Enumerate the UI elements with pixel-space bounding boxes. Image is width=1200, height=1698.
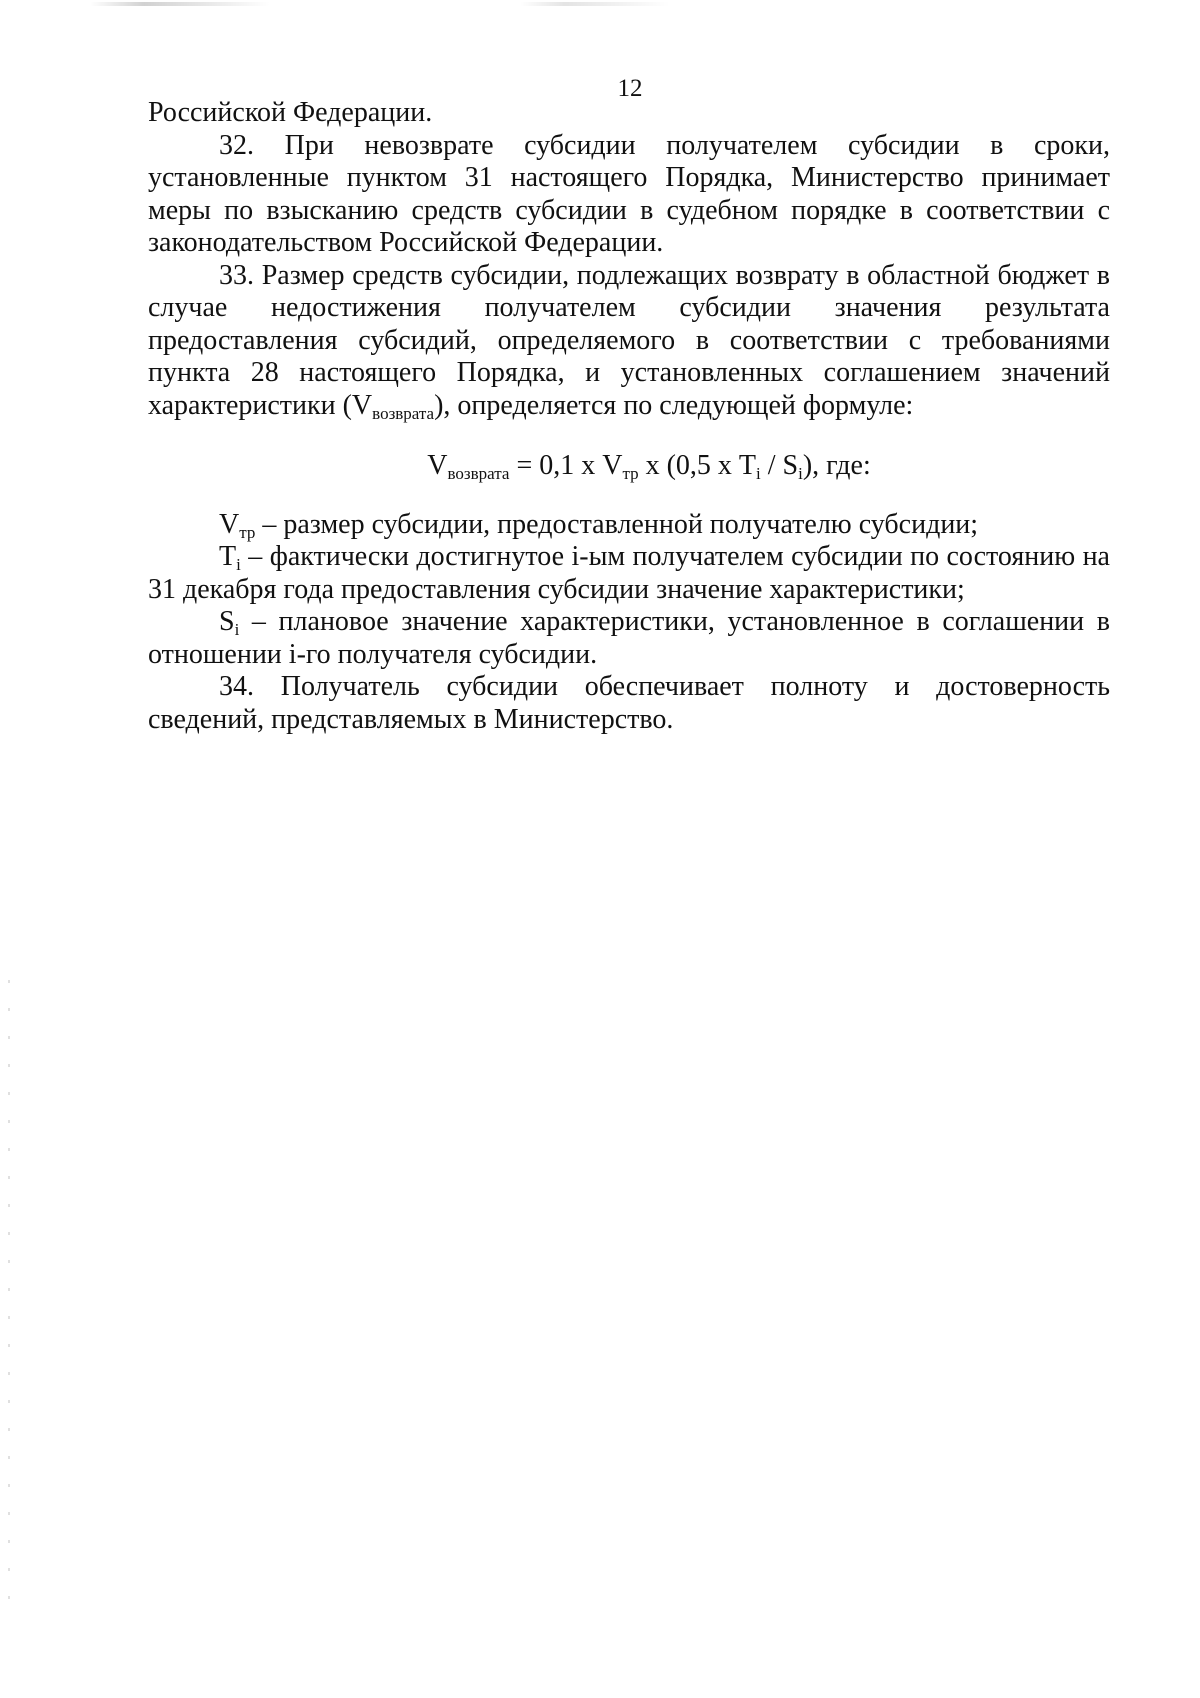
formula-sub-tr: тр [622,464,639,484]
definition-vtr [148,509,1110,542]
definition-ti [148,541,1110,606]
scan-edge-artifact [8,980,10,1600]
continuation-line: Российской Федерации. [148,97,433,128]
formula-sub-i: i [798,464,803,484]
definition-text: – фактически достигнутое i-ым получателем субсидии по состоянию на 31 декабря года предоставления субсидии значение характеристики; [148,541,1110,605]
subscript-vozvrata: возврата [372,403,435,423]
definition-text: – размер субсидии, предоставленной получателю субсидии; [255,508,979,540]
formula-sub-i: i [756,464,761,484]
page-number: 12 [617,75,643,102]
paragraph-33 [148,260,1110,423]
scan-artifact [520,2,670,6]
formula-part: х (0,5 х T [638,450,757,481]
paragraph-33-text-end: ), определяется по следующей формуле: [434,389,914,421]
document-body [148,97,1110,736]
formula [148,450,1110,483]
definition-subscript: i [236,555,241,575]
scan-artifact [90,2,270,6]
definition-symbol: V [219,508,240,540]
paragraph-32: 32. При невозврате субсидии получателем субсидии в сроки, установленные пунктом 31 настоящего Порядка, Министерство принимает меры по взысканию средств субсидии в судебном порядке в соответствии с законодательством Российской Федерации. [148,129,1110,258]
definition-symbol: S [219,606,235,637]
definition-si [148,606,1110,671]
definition-subscript: тр [239,522,256,542]
paragraph-33-text: 33. Размер средств субсидии, подлежащих возврату в областной бюджет в случае недостижения получателем субсидии значения результата предоставления субсидий, определяемого в соответствии с требованиями пункта 28 настоящего Порядка, и установленных соглашением значений характеристики (V [148,259,1110,421]
formula-part: / S [760,450,799,481]
formula-part: ), где: [802,450,871,481]
formula-sub-vozvrata: возврата [447,464,510,484]
paragraph-34: 34. Получатель субсидии обеспечивает полноту и достоверность сведений, представляемых в Министерство. [148,671,1110,735]
formula-part: = 0,1 х V [509,450,623,481]
formula-v: V [427,450,448,481]
definition-subscript: i [234,620,240,640]
definition-symbol: T [219,541,237,572]
definition-text: – плановое значение характеристики, установленное в соглашении в отношении i-го получателя субсидии. [148,606,1110,670]
